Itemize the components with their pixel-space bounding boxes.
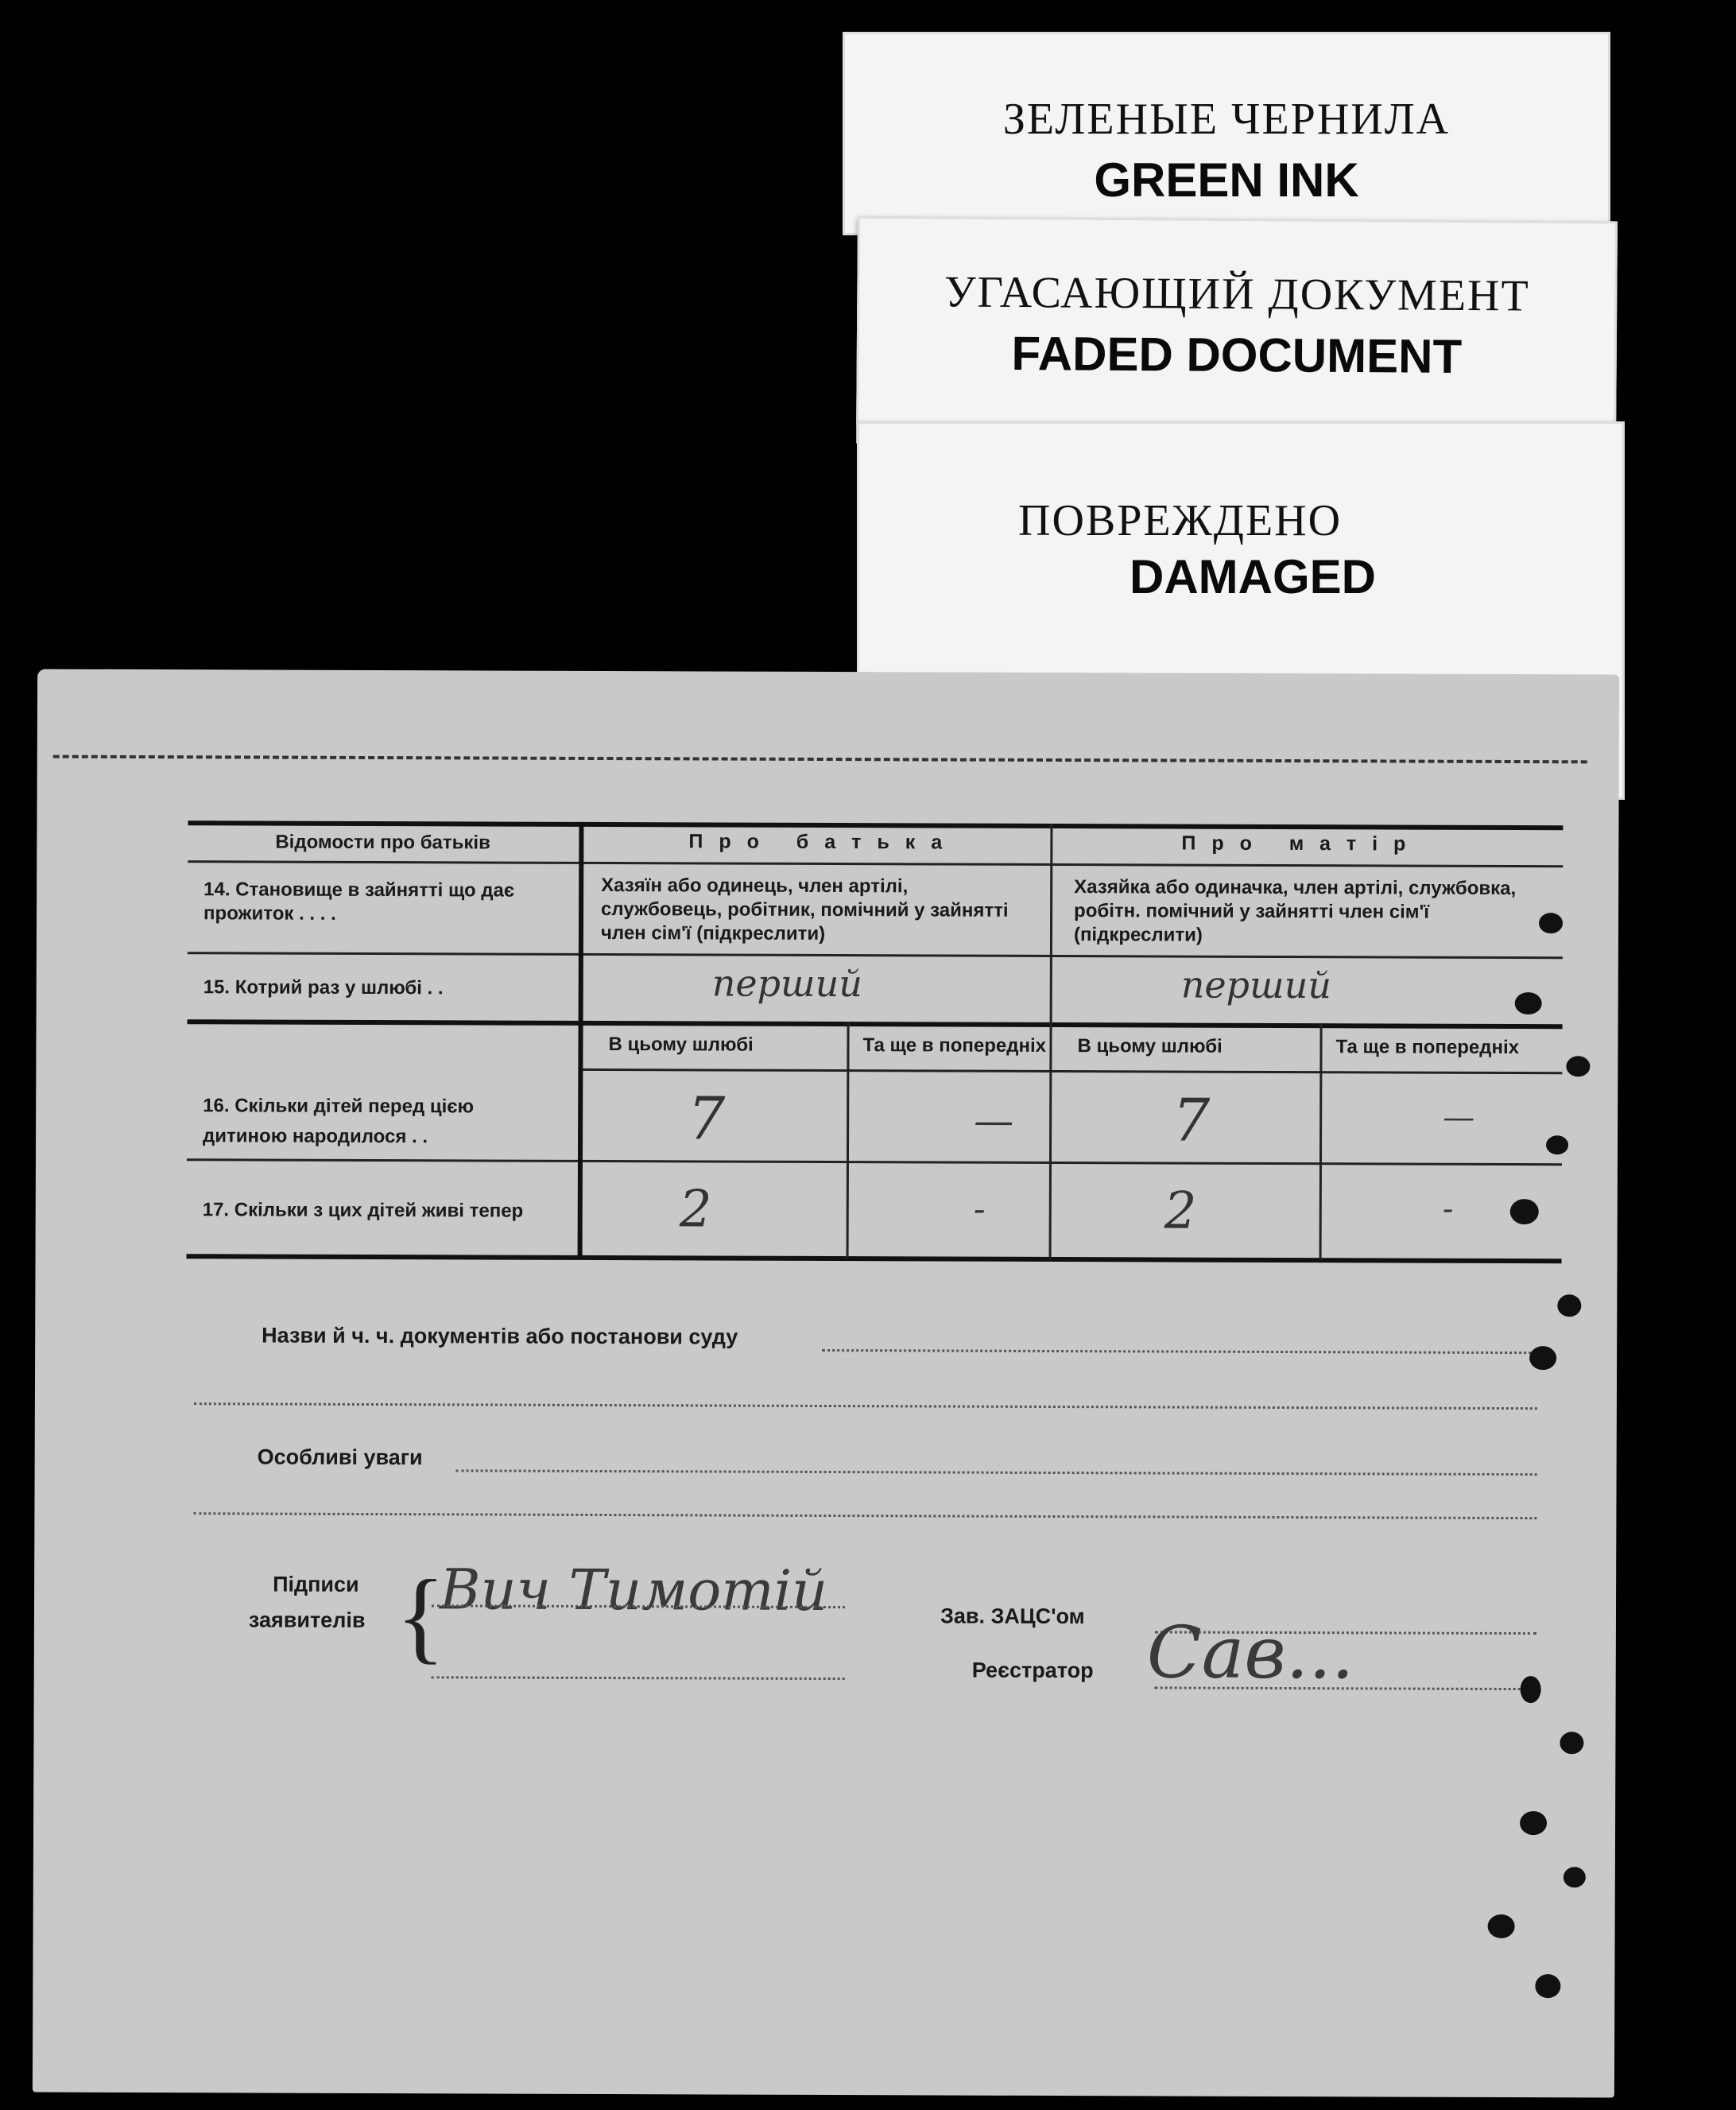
table-rule: [187, 1158, 1562, 1166]
row16-father-this: 7: [688, 1084, 726, 1154]
faded-document-label-card: [856, 216, 1618, 449]
damage-hole: [1566, 1056, 1590, 1076]
damage-hole: [1515, 992, 1542, 1014]
table-col-rule: [847, 1022, 850, 1259]
damaged-label-ru: ПОВРЕЖДЕНО: [1018, 496, 1343, 545]
perforation-line: [53, 755, 1587, 764]
row14-father: Хазяїн або одинець, член артілі, службовець, робітник, помічний у зайнятті член сім'ї (підкреслити): [600, 875, 1009, 944]
damage-hole: [1546, 1135, 1568, 1154]
damage-hole: [1488, 1914, 1515, 1938]
table-bottom-rule: [187, 1254, 1562, 1263]
damage-hole: [1560, 1732, 1583, 1754]
registrar-signature: Сав...: [1146, 1611, 1354, 1696]
damage-hole: [1529, 1346, 1556, 1370]
notes-line: [456, 1469, 1537, 1476]
registrar-label: Реєстратор: [971, 1658, 1094, 1683]
record-sheet: [33, 669, 1619, 2098]
table-rule: [580, 1069, 1562, 1074]
damage-hole: [1564, 1867, 1586, 1887]
row15-label: 15. Котрий раз у шлюбі . .: [203, 976, 444, 999]
header-mother: Про матір: [1181, 832, 1422, 855]
damage-hole: [1539, 913, 1563, 933]
row17-label: 17. Скільки з цих дітей живі тепер: [202, 1199, 524, 1222]
green-ink-label-en: GREEN INK: [1094, 153, 1359, 207]
documents-line: [822, 1349, 1537, 1354]
damaged-label-en: DAMAGED: [1130, 550, 1376, 603]
row16-father-prev: —: [974, 1097, 1014, 1144]
signatures-label-2: заявителів: [248, 1608, 366, 1632]
row17-father-this: 2: [679, 1180, 712, 1239]
subheader-father-previous: Та ще в попередніх: [862, 1034, 1047, 1057]
row15-father-handwriting: перший: [711, 961, 862, 1006]
notes-label: Особливі уваги: [257, 1445, 423, 1470]
header-info: Відомости про батьків: [275, 831, 490, 854]
table-rule: [188, 952, 1563, 959]
row17-mother-prev: -: [1442, 1190, 1454, 1228]
row17-mother-this: 2: [1164, 1181, 1197, 1241]
applicants-signature: Вич Тимотій: [439, 1557, 828, 1624]
table-top-rule: [188, 820, 1563, 830]
table-col-rule: [1049, 824, 1053, 1259]
row14-mother: Хазяйка або одиначка, член артілі, службовка, робітн. помічний у зайнятті член сім'ї (підкреслити): [1073, 876, 1517, 946]
subheader-mother-this: В цьому шлюбі: [1077, 1035, 1223, 1057]
header-father: Про батька: [688, 830, 959, 854]
faded-label-ru: УГАСАЮЩИЙ ДОКУМЕНТ: [944, 267, 1530, 321]
subheader-mother-previous: Та ще в попередніх: [1335, 1036, 1520, 1059]
damage-hole: [1521, 1676, 1541, 1703]
row16-mother-this: 7: [1172, 1086, 1211, 1155]
faded-label-en: FADED DOCUMENT: [1011, 327, 1463, 383]
table-col-rule: [1319, 1023, 1323, 1260]
row17-father-prev: -: [973, 1189, 986, 1230]
green-ink-label-ru: ЗЕЛЕНЫЕ ЧЕРНИЛА: [1002, 95, 1451, 144]
green-ink-label-card: [843, 32, 1610, 235]
notes-line-2: [193, 1512, 1536, 1519]
damage-hole: [1557, 1294, 1581, 1317]
head-label: Зав. ЗАЦС'ом: [940, 1604, 1085, 1629]
documents-label: Назви й ч. ч. документів або постанови суду: [262, 1323, 738, 1349]
table-rule: [188, 1019, 1563, 1029]
signatures-label-1: Підписи: [273, 1572, 359, 1596]
table-rule: [188, 860, 1563, 867]
signature-line-2: [432, 1676, 845, 1680]
documents-line-2: [194, 1402, 1537, 1410]
row16-label: 16. Скільки дітей перед цією дитиною народилося . .: [203, 1095, 475, 1148]
brace-icon: {: [395, 1559, 446, 1674]
subheader-father-this: В цьому шлюбі: [608, 1034, 754, 1056]
row15-mother-handwriting: перший: [1180, 963, 1331, 1007]
damage-hole: [1510, 1199, 1539, 1224]
parents-info-table: [188, 820, 1563, 1241]
table-col-rule: [578, 822, 584, 1258]
row14-label: 14. Становище в зайнятті що дає прожиток . . . .: [203, 879, 515, 925]
damage-hole: [1520, 1811, 1547, 1835]
damage-hole: [1535, 1974, 1560, 1998]
row16-mother-prev: —: [1443, 1099, 1475, 1136]
